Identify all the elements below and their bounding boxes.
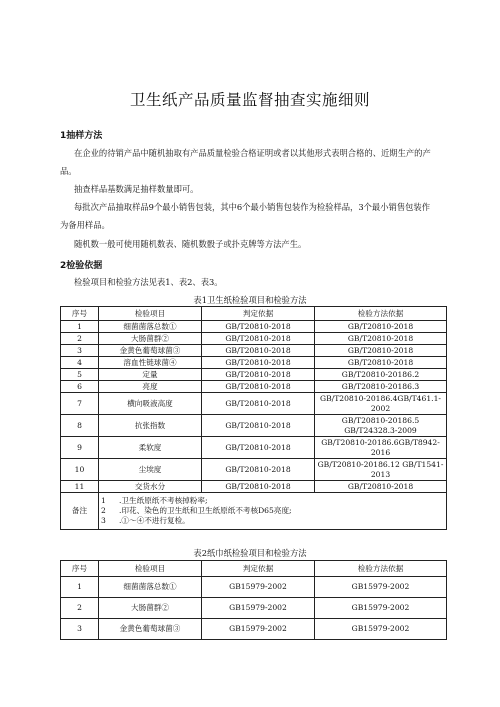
table2-cell: GB15979-2002 — [315, 577, 447, 598]
table2-cell: GB15979-2002 — [202, 619, 315, 640]
table1-header-row — [61, 307, 447, 321]
table1-cell: GB/T20810-20186.12 GB/T1541-2013 — [315, 459, 447, 481]
table2-cell: 2 — [61, 598, 99, 619]
table1-cell: GB/T20810-2018 — [202, 321, 315, 333]
paragraph-1b: 品。 — [60, 166, 77, 176]
table2-header-cell: 检验项目 — [99, 561, 202, 577]
table1-row — [61, 381, 447, 393]
table1-header-cell: 序号 — [61, 307, 99, 321]
table1-row — [61, 345, 447, 357]
table1-note-label: 备注 — [61, 493, 99, 530]
table1-cell: 尘埃度 — [99, 459, 202, 481]
table1-cell: GB/T20810-20186.2 — [315, 369, 447, 381]
table1-cell: 抗张指数 — [99, 415, 202, 437]
page-title: 卫生纸产品质量监督抽查实施细则 — [129, 91, 370, 109]
table1-cell: GB/T20810-20186.5 GB/T24328.3-2009 — [315, 415, 447, 437]
table2-header-cell: 检验方法依据 — [315, 561, 447, 577]
table2-row — [61, 619, 447, 640]
table1-header-cell: 检验方法依据 — [315, 307, 447, 321]
table2-cell: 3 — [61, 619, 99, 640]
table1-cell: GB/T20810-2018 — [315, 333, 447, 345]
table1-cell: 6 — [61, 381, 99, 393]
table2-header-cell: 判定依据 — [202, 561, 315, 577]
table1-cell: 7 — [61, 393, 99, 415]
table1-cell: 1 — [61, 321, 99, 333]
table1-cell: 10 — [61, 459, 99, 481]
table1-header-cell: 检验项目 — [99, 307, 202, 321]
table1-cell: 大肠菌群② — [99, 333, 202, 345]
table1 — [60, 306, 447, 530]
table1-cell: GB/T20810-2018 — [202, 459, 315, 481]
table1-cell: 9 — [61, 437, 99, 459]
section-heading-1: 1抽样方法 — [60, 131, 103, 141]
table2-cell: 细菌菌落总数① — [99, 577, 202, 598]
table1-cell: GB/T20810-20186.6GB/T8942-2016 — [315, 437, 447, 459]
table1-cell: 交货水分 — [99, 481, 202, 493]
paragraph-1a: 在企业的待销产品中随机抽取有产品质量检验合格证明或者以其他形式表明合格的、近期生产的产 — [74, 148, 431, 158]
section-heading-2: 2检验依据 — [60, 261, 103, 271]
table1-caption: 表1卫生纸检验项目和检验方法 — [193, 295, 307, 305]
table2-cell: GB15979-2002 — [202, 598, 315, 619]
table1-cell: GB/T20810-2018 — [202, 481, 315, 493]
table2-cell: GB15979-2002 — [315, 619, 447, 640]
table1-cell: GB/T20810-2018 — [202, 357, 315, 369]
table1-row — [61, 321, 447, 333]
note-line: 2 .印花、染色的卫生纸和卫生纸原纸不考核D65亮度; — [101, 506, 292, 515]
table1-cell: GB/T20810-2018 — [202, 369, 315, 381]
table1-cell: GB/T20810-2018 — [202, 381, 315, 393]
table1-row — [61, 393, 447, 415]
table1-row — [61, 369, 447, 381]
table2-cell: 1 — [61, 577, 99, 598]
table1-row — [61, 481, 447, 493]
table1-cell: 11 — [61, 481, 99, 493]
table2-caption: 表2纸巾纸检验项目和检验方法 — [193, 548, 307, 558]
table1-cell: 细菌菌落总数① — [99, 321, 202, 333]
paragraph-4: 随机数一般可使用随机数表、随机数骰子或扑克牌等方法产生。 — [74, 239, 307, 249]
paragraph-2: 抽查样品基数满足抽样数量即可。 — [74, 184, 199, 194]
table1-note-row — [61, 493, 447, 530]
paragraph-5: 检验项目和检验方法见表1、表2、表3。 — [74, 277, 223, 287]
table2-row — [61, 598, 447, 619]
table1-row — [61, 437, 447, 459]
table1-cell: GB/T20810-2018 — [315, 357, 447, 369]
table2-row — [61, 577, 447, 598]
table1-cell: GB/T20810-20186.4GB/T461.1-2002 — [315, 393, 447, 415]
table1-cell: 溶血性链球菌④ — [99, 357, 202, 369]
note-line: 1 .卫生纸原纸不考核掉粉率; — [101, 496, 208, 505]
table1-cell: GB/T20810-2018 — [202, 345, 315, 357]
table1-cell: GB/T20810-20186.3 — [315, 381, 447, 393]
table1-cell: GB/T20810-2018 — [202, 415, 315, 437]
table2-cell: 大肠菌群② — [99, 598, 202, 619]
table1-cell: 8 — [61, 415, 99, 437]
table2-cell: 金黄色葡萄球菌③ — [99, 619, 202, 640]
paragraph-3b: 为备用样品。 — [60, 220, 110, 230]
table1-cell: 4 — [61, 357, 99, 369]
table1-cell: GB/T20810-2018 — [202, 333, 315, 345]
table1-cell: 5 — [61, 369, 99, 381]
table1-cell: 亮度 — [99, 381, 202, 393]
table2-cell: GB15979-2002 — [315, 598, 447, 619]
table1-cell: GB/T20810-2018 — [315, 321, 447, 333]
table2-header-cell: 序号 — [61, 561, 99, 577]
table1-row — [61, 357, 447, 369]
table1-notes — [99, 493, 447, 530]
note-line: 3 .①～④不进行复检。 — [101, 516, 190, 525]
table1-cell: 3 — [61, 345, 99, 357]
table1-cell: 柔软度 — [99, 437, 202, 459]
table1-cell: GB/T20810-2018 — [202, 393, 315, 415]
table1-header-cell: 判定依据 — [202, 307, 315, 321]
table1-cell: GB/T20810-2018 — [202, 437, 315, 459]
table1-cell: 金黄色葡萄球菌③ — [99, 345, 202, 357]
table1-cell: GB/T20810-2018 — [315, 481, 447, 493]
table1-row — [61, 333, 447, 345]
table2-header-row — [61, 561, 447, 577]
table1-cell: 横向吸液高度 — [99, 393, 202, 415]
table1-cell: 定量 — [99, 369, 202, 381]
table1-cell: GB/T20810-2018 — [315, 345, 447, 357]
table1-cell: 2 — [61, 333, 99, 345]
table1-row — [61, 459, 447, 481]
paragraph-3a: 每批次产品抽取样品9个最小销售包装，其中6个最小销售包装作为检验样品，3个最小销售包装作 — [74, 202, 431, 212]
table2 — [60, 560, 447, 640]
table1-row — [61, 415, 447, 437]
table2-cell: GB15979-2002 — [202, 577, 315, 598]
